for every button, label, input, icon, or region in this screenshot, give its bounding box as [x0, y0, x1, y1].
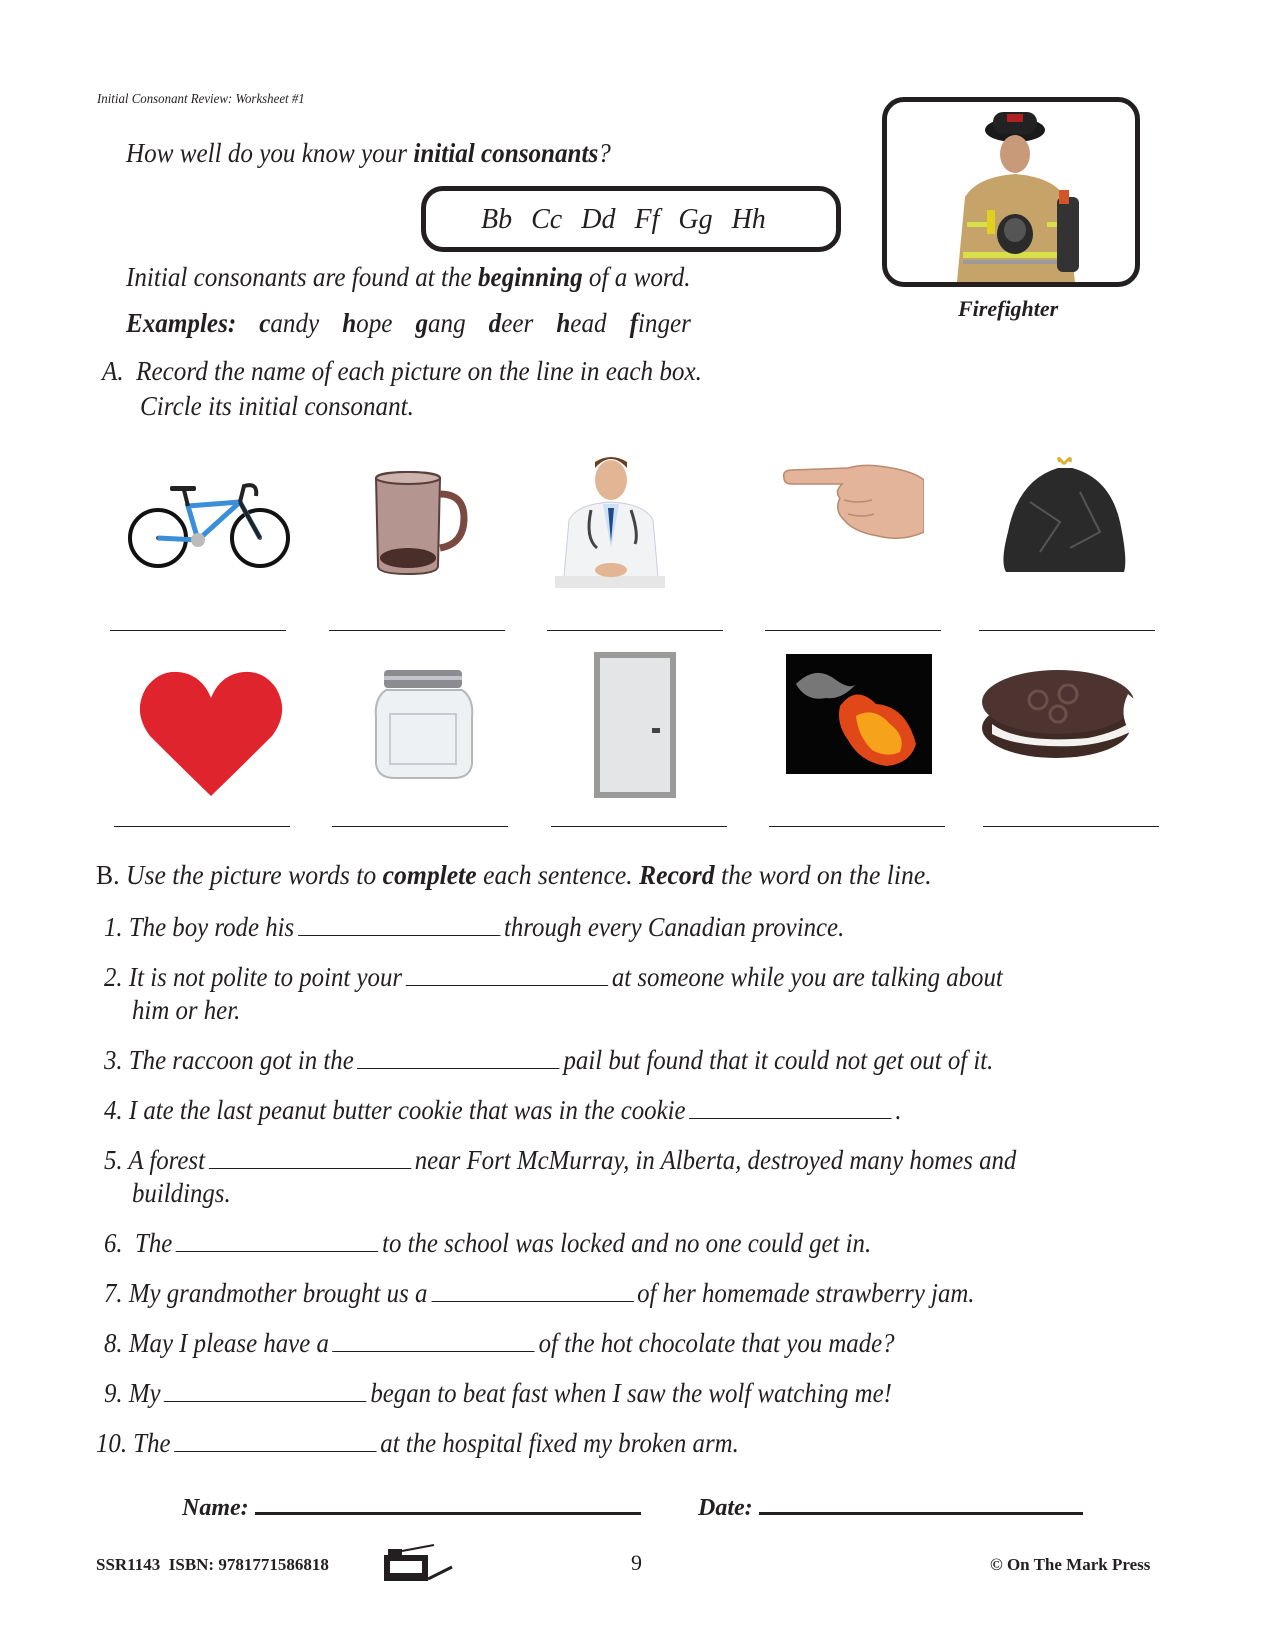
- answer-line-bicycle[interactable]: [110, 630, 286, 631]
- instr-bold: complete: [382, 860, 477, 890]
- jar-image: [374, 668, 474, 780]
- sentence-8: 8. May I please have a of the hot chocolate that you made?: [104, 1328, 895, 1358]
- answer-line-heart[interactable]: [114, 826, 290, 827]
- example-word: finger: [629, 308, 691, 338]
- product-code: SSR1143: [96, 1555, 161, 1574]
- answer-line-cup[interactable]: [329, 630, 505, 631]
- sentence-blank[interactable]: [164, 1379, 366, 1402]
- section-a-instruction: [102, 356, 702, 387]
- definition-text: Initial consonants are found at the: [126, 262, 478, 292]
- question-bold-text: initial consonants: [413, 138, 599, 168]
- intro-question: [126, 138, 611, 169]
- firefighter-image-frame: [882, 97, 1140, 287]
- letter-pair: Dd: [581, 204, 616, 235]
- answer-line-jar[interactable]: [332, 826, 508, 827]
- section-a-marker: A.: [102, 356, 124, 386]
- consonant-letters: [481, 204, 766, 236]
- cookie-image: [978, 664, 1140, 768]
- sentence-blank[interactable]: [298, 913, 500, 936]
- sentence-blank[interactable]: [176, 1229, 378, 1252]
- instr-text: Use the picture words to: [125, 860, 383, 890]
- letter-pair: Bb: [481, 204, 513, 235]
- answer-line-fire[interactable]: [769, 826, 945, 827]
- examples-line: [126, 308, 691, 339]
- door-image: [594, 652, 676, 798]
- date-label: Date:: [698, 1495, 753, 1521]
- example-word: hope: [342, 308, 393, 338]
- copyright: © On The Mark Press: [990, 1555, 1151, 1574]
- definition-tail: of a word.: [582, 262, 691, 292]
- finger-image: [782, 460, 924, 540]
- example-word: deer: [488, 308, 534, 338]
- answer-line-door[interactable]: [551, 826, 727, 827]
- section-b-instruction: [96, 860, 932, 891]
- bicycle-image: [128, 478, 294, 570]
- consonant-letters-box: [421, 186, 841, 252]
- example-word: head: [556, 308, 607, 338]
- sentence-6: 6. The to the school was locked and no one could get in.: [104, 1228, 872, 1258]
- instr-bold: Record: [639, 860, 715, 890]
- page-number: 9: [631, 1550, 642, 1575]
- date-field[interactable]: [759, 1490, 1083, 1515]
- examples-label: Examples:: [126, 308, 237, 338]
- definition-bold: beginning: [477, 262, 583, 292]
- letter-pair: Cc: [531, 204, 563, 235]
- letter-pair: Hh: [731, 204, 766, 235]
- doctor-image: [555, 452, 665, 588]
- instr-text: each sentence.: [476, 860, 640, 890]
- sentence-blank[interactable]: [357, 1046, 559, 1069]
- footer-code: [96, 1555, 329, 1575]
- sentence-5: 5. A forest near Fort McMurray, in Alberta, destroyed many homes and: [104, 1145, 1017, 1175]
- section-a-instruction-2: Circle its initial consonant.: [140, 391, 414, 421]
- sentence-4: 4. I ate the last peanut butter cookie that was in the cookie .: [104, 1095, 902, 1125]
- sentence-9: 9. My began to beat fast when I saw the wolf watching me!: [104, 1378, 892, 1408]
- section-b-marker: B.: [96, 860, 120, 890]
- sentence-7: 7. My grandmother brought us a of her homemade strawberry jam.: [104, 1278, 975, 1308]
- heart-image: [138, 668, 284, 798]
- garbage-bag-image: [1000, 452, 1130, 576]
- sentence-blank[interactable]: [406, 963, 608, 986]
- question-text: How well do you know your: [126, 138, 414, 168]
- answer-line-cookie[interactable]: [983, 826, 1159, 827]
- letter-pair: Gg: [678, 204, 713, 235]
- answer-line-finger[interactable]: [765, 630, 941, 631]
- sentence-2-cont: him or her.: [132, 995, 241, 1025]
- question-mark: ?: [598, 138, 611, 168]
- name-label: Name:: [182, 1495, 249, 1521]
- example-word: gang: [415, 308, 466, 338]
- example-word: candy: [259, 308, 320, 338]
- sentence-5-cont: buildings.: [132, 1178, 231, 1208]
- sentence-blank[interactable]: [209, 1146, 411, 1169]
- photocopier-icon: [382, 1543, 456, 1583]
- answer-line-garbage[interactable]: [979, 630, 1155, 631]
- answer-line-doctor[interactable]: [547, 630, 723, 631]
- date-field-row: [698, 1490, 1083, 1522]
- cup-image: [368, 468, 478, 578]
- fire-image: [786, 654, 932, 774]
- sentence-3: 3. The raccoon got in the pail but found that it could not get out of it.: [104, 1045, 994, 1075]
- definition-line: [126, 262, 691, 293]
- sentence-blank[interactable]: [689, 1096, 891, 1119]
- sentence-2: 2. It is not polite to point your at someone while you are talking about: [104, 962, 1003, 992]
- firefighter-image: [887, 102, 1135, 282]
- worksheet-title: Initial Consonant Review: Worksheet #1: [97, 92, 305, 107]
- sentence-blank[interactable]: [431, 1279, 633, 1302]
- section-a-line1: Record the name of each picture on the line in each box.: [136, 356, 702, 386]
- firefighter-caption: Firefighter: [958, 296, 1059, 321]
- letter-pair: Ff: [634, 204, 660, 235]
- name-field-row: [182, 1490, 641, 1522]
- sentence-blank[interactable]: [333, 1329, 535, 1352]
- isbn: ISBN: 9781771586818: [168, 1555, 329, 1574]
- sentence-blank[interactable]: [174, 1429, 376, 1452]
- name-field[interactable]: [255, 1490, 641, 1515]
- sentence-1: 1. The boy rode his through every Canadian province.: [104, 912, 845, 942]
- sentence-10: 10. The at the hospital fixed my broken arm.: [96, 1428, 739, 1458]
- instr-text: the word on the line.: [714, 860, 932, 890]
